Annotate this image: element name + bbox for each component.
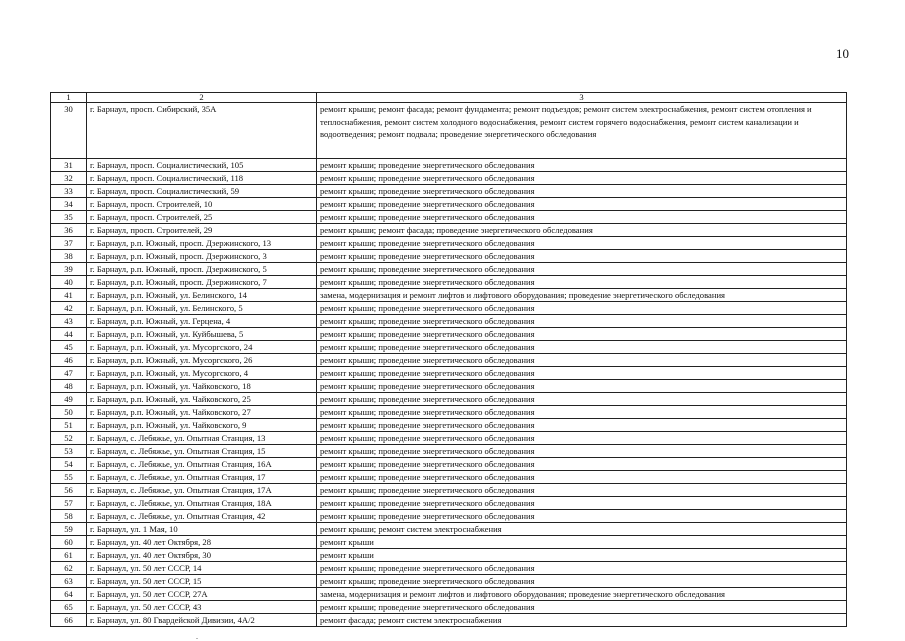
address-cell: г. Барнаул, р.п. Южный, просп. Дзержинского, 7 — [87, 276, 317, 289]
table-row — [51, 393, 847, 406]
table-row — [51, 172, 847, 185]
address-cell: г. Барнаул, ул. 50 лет СССР, 14 — [87, 562, 317, 575]
table-row — [51, 367, 847, 380]
row-number-cell: 32 — [51, 172, 87, 185]
row-number-cell: 35 — [51, 211, 87, 224]
table-row — [51, 614, 847, 627]
row-number-cell: 34 — [51, 198, 87, 211]
table-row — [51, 302, 847, 315]
row-number-cell: 42 — [51, 302, 87, 315]
row-number-cell: 33 — [51, 185, 87, 198]
row-number-cell: 50 — [51, 406, 87, 419]
works-cell: ремонт крыши; проведение энергетического обследования — [317, 471, 847, 484]
table-row — [51, 103, 847, 159]
row-number-cell: 36 — [51, 224, 87, 237]
address-cell: г. Барнаул, ул. 1 Мая, 10 — [87, 523, 317, 536]
works-cell: ремонт крыши — [317, 549, 847, 562]
works-cell: ремонт крыши; проведение энергетического обследования — [317, 263, 847, 276]
row-number-cell: 65 — [51, 601, 87, 614]
row-number-cell: 46 — [51, 354, 87, 367]
page-number: 10 — [836, 46, 849, 61]
row-number-cell: 62 — [51, 562, 87, 575]
table-row — [51, 588, 847, 601]
table-row — [51, 159, 847, 172]
works-cell: ремонт фасада; ремонт систем электроснабжения — [317, 614, 847, 627]
address-cell: г. Барнаул, р.п. Южный, просп. Дзержинского, 5 — [87, 263, 317, 276]
works-cell: ремонт крыши; проведение энергетического обследования — [317, 237, 847, 250]
row-number-cell: 38 — [51, 250, 87, 263]
table-row — [51, 380, 847, 393]
works-cell: ремонт крыши; проведение энергетического обследования — [317, 198, 847, 211]
table-row — [51, 263, 847, 276]
works-cell: ремонт крыши; проведение энергетического обследования — [317, 432, 847, 445]
works-cell: ремонт крыши; проведение энергетического обследования — [317, 185, 847, 198]
table-row — [51, 484, 847, 497]
address-cell: г. Барнаул, р.п. Южный, ул. Мусоргского, 4 — [87, 367, 317, 380]
row-number-cell: 59 — [51, 523, 87, 536]
address-cell: г. Барнаул, р.п. Южный, просп. Дзержинского, 3 — [87, 250, 317, 263]
row-number-cell: 52 — [51, 432, 87, 445]
address-cell: г. Барнаул, ул. 80 Гвардейской Дивизии, 4А/2 — [87, 614, 317, 627]
row-number-cell: 39 — [51, 263, 87, 276]
row-number-cell: 57 — [51, 497, 87, 510]
column-header-1: 1 — [51, 93, 87, 103]
works-cell: ремонт крыши; ремонт систем электроснабжения — [317, 523, 847, 536]
row-number-cell: 31 — [51, 159, 87, 172]
table-row — [51, 523, 847, 536]
works-cell: ремонт крыши; ремонт фасада; ремонт фундамента; ремонт подъездов; ремонт систем электроснабжения, ремонт систем отопления и теплоснабжения, ремонт систем холодного водоснабжения, ремонт систем горячего водоснабжения, ремонт систем канализации и водоотведения; ремонт подвала; проведение энергетического обследования — [317, 103, 847, 159]
works-cell: ремонт крыши; проведение энергетического обследования — [317, 601, 847, 614]
table-row — [51, 549, 847, 562]
table-row — [51, 562, 847, 575]
table-row — [51, 445, 847, 458]
address-cell: г. Барнаул, р.п. Южный, ул. Мусоргского, 26 — [87, 354, 317, 367]
row-number-cell: 55 — [51, 471, 87, 484]
row-number-cell: 64 — [51, 588, 87, 601]
address-cell: г. Барнаул, с. Лебяжье, ул. Опытная Станция, 15 — [87, 445, 317, 458]
table-row — [51, 276, 847, 289]
works-cell: ремонт крыши; проведение энергетического обследования — [317, 328, 847, 341]
address-cell: г. Барнаул, ул. 40 лет Октября, 28 — [87, 536, 317, 549]
works-cell: замена, модернизация и ремонт лифтов и лифтового оборудования; проведение энергетического обследования — [317, 289, 847, 302]
works-cell: ремонт крыши; проведение энергетического обследования — [317, 159, 847, 172]
scan-mark: . — [196, 632, 198, 641]
works-cell: ремонт крыши; проведение энергетического обследования — [317, 562, 847, 575]
row-number-cell: 53 — [51, 445, 87, 458]
address-cell: г. Барнаул, просп. Строителей, 25 — [87, 211, 317, 224]
works-cell: ремонт крыши; проведение энергетического обследования — [317, 341, 847, 354]
works-cell: ремонт крыши; проведение энергетического обследования — [317, 367, 847, 380]
table-row — [51, 211, 847, 224]
works-table — [50, 92, 847, 627]
table-header-row — [51, 93, 847, 103]
row-number-cell: 61 — [51, 549, 87, 562]
table-row — [51, 250, 847, 263]
address-cell: г. Барнаул, с. Лебяжье, ул. Опытная Станция, 42 — [87, 510, 317, 523]
address-cell: г. Барнаул, с. Лебяжье, ул. Опытная Станция, 17 — [87, 471, 317, 484]
address-cell: г. Барнаул, ул. 50 лет СССР, 15 — [87, 575, 317, 588]
row-number-cell: 44 — [51, 328, 87, 341]
table-row — [51, 354, 847, 367]
row-number-cell: 30 — [51, 103, 87, 159]
table-row — [51, 224, 847, 237]
works-cell: ремонт крыши; проведение энергетического обследования — [317, 484, 847, 497]
address-cell: г. Барнаул, р.п. Южный, ул. Мусоргского, 24 — [87, 341, 317, 354]
table-row — [51, 536, 847, 549]
works-cell: ремонт крыши; проведение энергетического обследования — [317, 458, 847, 471]
row-number-cell: 37 — [51, 237, 87, 250]
address-cell: г. Барнаул, ул. 40 лет Октября, 30 — [87, 549, 317, 562]
table-row — [51, 471, 847, 484]
column-header-2: 2 — [87, 93, 317, 103]
works-cell: ремонт крыши; проведение энергетического обследования — [317, 380, 847, 393]
table-row — [51, 497, 847, 510]
row-number-cell: 66 — [51, 614, 87, 627]
address-cell: г. Барнаул, р.п. Южный, ул. Чайковского, 27 — [87, 406, 317, 419]
table-body — [51, 103, 847, 627]
column-header-3: 3 — [317, 93, 847, 103]
address-cell: г. Барнаул, просп. Социалистический, 59 — [87, 185, 317, 198]
table-row — [51, 341, 847, 354]
address-cell: г. Барнаул, просп. Строителей, 29 — [87, 224, 317, 237]
address-cell: г. Барнаул, р.п. Южный, ул. Белинского, 14 — [87, 289, 317, 302]
table-row — [51, 458, 847, 471]
table-row — [51, 510, 847, 523]
address-cell: г. Барнаул, с. Лебяжье, ул. Опытная Станция, 17А — [87, 484, 317, 497]
row-number-cell: 58 — [51, 510, 87, 523]
works-cell: ремонт крыши; проведение энергетического обследования — [317, 276, 847, 289]
row-number-cell: 43 — [51, 315, 87, 328]
row-number-cell: 54 — [51, 458, 87, 471]
address-cell: г. Барнаул, с. Лебяжье, ул. Опытная Станция, 16А — [87, 458, 317, 471]
works-cell: ремонт крыши; проведение энергетического обследования — [317, 315, 847, 328]
works-cell: ремонт крыши; проведение энергетического обследования — [317, 406, 847, 419]
table-row — [51, 315, 847, 328]
row-number-cell: 60 — [51, 536, 87, 549]
works-cell: ремонт крыши; ремонт фасада; проведение энергетического обследования — [317, 224, 847, 237]
address-cell: г. Барнаул, просп. Строителей, 10 — [87, 198, 317, 211]
works-cell: ремонт крыши; проведение энергетического обследования — [317, 393, 847, 406]
address-cell: г. Барнаул, р.п. Южный, ул. Белинского, 5 — [87, 302, 317, 315]
address-cell: г. Барнаул, просп. Сибирский, 35А — [87, 103, 317, 159]
works-cell: ремонт крыши; проведение энергетического обследования — [317, 250, 847, 263]
address-cell: г. Барнаул, ул. 50 лет СССР, 43 — [87, 601, 317, 614]
table-row — [51, 419, 847, 432]
row-number-cell: 45 — [51, 341, 87, 354]
works-cell: замена, модернизация и ремонт лифтов и лифтового оборудования; проведение энергетического обследования — [317, 588, 847, 601]
address-cell: г. Барнаул, с. Лебяжье, ул. Опытная Станция, 13 — [87, 432, 317, 445]
address-cell: г. Барнаул, просп. Социалистический, 105 — [87, 159, 317, 172]
row-number-cell: 40 — [51, 276, 87, 289]
address-cell: г. Барнаул, ул. 50 лет СССР, 27А — [87, 588, 317, 601]
works-cell: ремонт крыши; проведение энергетического обследования — [317, 575, 847, 588]
table-row — [51, 198, 847, 211]
table-row — [51, 289, 847, 302]
works-cell: ремонт крыши; проведение энергетического обследования — [317, 172, 847, 185]
address-cell: г. Барнаул, р.п. Южный, ул. Куйбышева, 5 — [87, 328, 317, 341]
row-number-cell: 48 — [51, 380, 87, 393]
row-number-cell: 56 — [51, 484, 87, 497]
works-cell: ремонт крыши — [317, 536, 847, 549]
row-number-cell: 63 — [51, 575, 87, 588]
table-row — [51, 185, 847, 198]
address-cell: г. Барнаул, р.п. Южный, ул. Чайковского, 18 — [87, 380, 317, 393]
row-number-cell: 51 — [51, 419, 87, 432]
table-row — [51, 328, 847, 341]
address-cell: г. Барнаул, р.п. Южный, ул. Чайковского, 25 — [87, 393, 317, 406]
address-cell: г. Барнаул, р.п. Южный, просп. Дзержинского, 13 — [87, 237, 317, 250]
row-number-cell: 47 — [51, 367, 87, 380]
row-number-cell: 41 — [51, 289, 87, 302]
works-cell: ремонт крыши; проведение энергетического обследования — [317, 419, 847, 432]
works-cell: ремонт крыши; проведение энергетического обследования — [317, 510, 847, 523]
table-row — [51, 406, 847, 419]
works-cell: ремонт крыши; проведение энергетического обследования — [317, 302, 847, 315]
table-row — [51, 432, 847, 445]
table-row — [51, 237, 847, 250]
table-row — [51, 601, 847, 614]
works-cell: ремонт крыши; проведение энергетического обследования — [317, 354, 847, 367]
works-cell: ремонт крыши; проведение энергетического обследования — [317, 445, 847, 458]
table-row — [51, 575, 847, 588]
address-cell: г. Барнаул, р.п. Южный, ул. Чайковского, 9 — [87, 419, 317, 432]
address-cell: г. Барнаул, р.п. Южный, ул. Герцена, 4 — [87, 315, 317, 328]
works-cell: ремонт крыши; проведение энергетического обследования — [317, 211, 847, 224]
row-number-cell: 49 — [51, 393, 87, 406]
address-cell: г. Барнаул, с. Лебяжье, ул. Опытная Станция, 18А — [87, 497, 317, 510]
works-cell: ремонт крыши; проведение энергетического обследования — [317, 497, 847, 510]
address-cell: г. Барнаул, просп. Социалистический, 118 — [87, 172, 317, 185]
